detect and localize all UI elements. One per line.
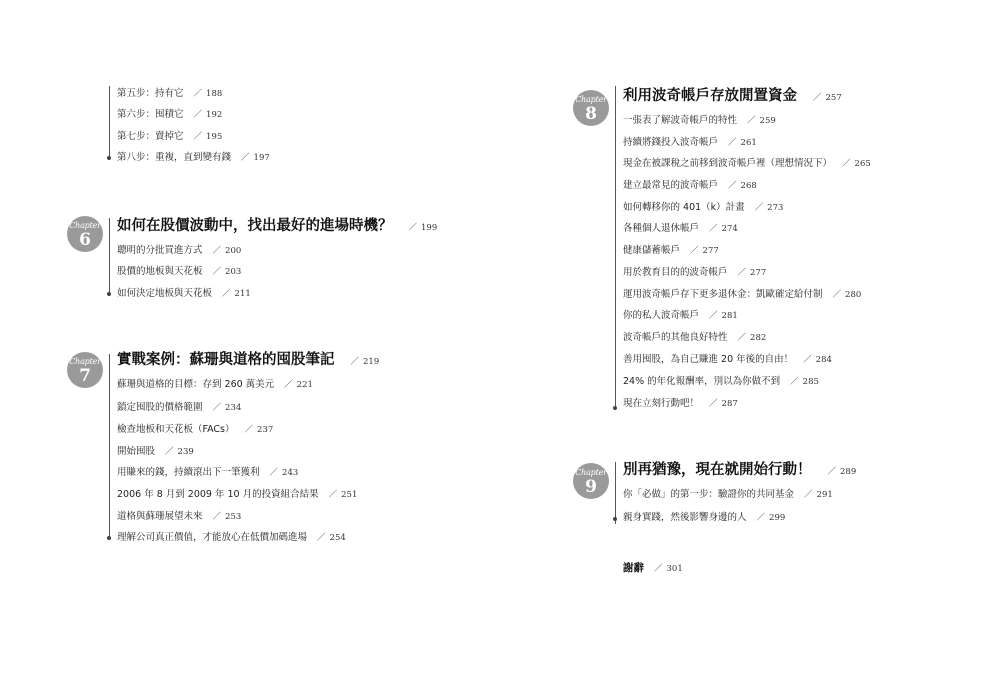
toc-entry[interactable]: 道格與蘇珊展望未來 ／ 253 [117,511,242,522]
toc-entry[interactable]: 各種個人退休帳戶 ／ 274 [623,223,738,234]
section-end-dot [107,156,111,160]
toc-entry[interactable]: 鎖定囤股的價格範圍 ／ 234 [117,402,242,413]
toc-entry[interactable]: 第六步：囤積它 ／ 192 [117,109,223,120]
toc-entry[interactable]: 用賺來的錢，持續滾出下一筆獲利 ／ 243 [117,467,299,478]
toc-entry[interactable]: 現金在被課稅之前移到波奇帳戶裡（理想情況下） ／ 265 [623,158,871,169]
toc-entry[interactable]: 現在立刻行動吧！ ／ 287 [623,398,738,409]
right-page [500,0,1000,676]
chapter-badge: Chapter 8 [573,90,609,126]
toc-entry[interactable]: 健康儲蓄帳戶 ／ 277 [623,245,719,256]
toc-entry[interactable]: 建立最常見的波奇帳戶 ／ 268 [623,180,757,191]
chapter-badge: Chapter 7 [67,352,103,388]
toc-entry[interactable]: 波奇帳戶的其他良好特性 ／ 282 [623,332,767,343]
acknowledgements-entry[interactable]: 謝辭 ／ 301 [623,562,683,574]
section-end-dot [107,536,111,540]
toc-entry[interactable]: 股價的地板與天花板 ／ 203 [117,266,242,277]
toc-entry[interactable]: 你的私人波奇帳戶 ／ 281 [623,310,738,321]
toc-entry[interactable]: 開始囤股 ／ 239 [117,446,194,457]
section-rule [109,354,110,540]
toc-entry[interactable]: 如何決定地板與天花板 ／ 211 [117,288,251,299]
section-rule [109,86,110,160]
section-rule [615,462,616,524]
toc-entry[interactable]: 蘇珊與道格的目標：存到 260 萬美元 ／ 221 [117,379,313,390]
chapter-title[interactable]: 別再猶豫，現在就開始行動！ ／ 289 [623,461,857,478]
section-end-dot [107,292,111,296]
toc-entry[interactable]: 善用囤股，為自己賺進 20 年後的自由！ ／ 284 [623,354,832,365]
chapter-title[interactable]: 如何在股價波動中，找出最好的進場時機？ ／ 199 [117,217,438,234]
toc-entry[interactable]: 一張表了解波奇帳戶的特性 ／ 259 [623,115,776,126]
toc-entry[interactable]: 第八步：重複，直到變有錢 ／ 197 [117,152,270,163]
toc-entry[interactable]: 你「必做」的第一步：驗證你的共同基金 ／ 291 [623,489,833,500]
chapter-badge: Chapter 6 [67,216,103,252]
toc-entry[interactable]: 理解公司真正價值，才能放心在低價加碼進場 ／ 254 [117,532,346,543]
toc-entry[interactable]: 聰明的分批買進方式 ／ 200 [117,245,242,256]
toc-entry[interactable]: 第五步：持有它 ／ 188 [117,88,223,99]
toc-entry[interactable]: 24% 的年化報酬率，別以為你做不到 ／ 285 [623,376,819,387]
toc-entry[interactable]: 如何轉移你的 401（k）計畫 ／ 273 [623,202,784,213]
chapter-title[interactable]: 利用波奇帳戶存放閒置資金 ／ 257 [623,87,842,104]
toc-entry[interactable]: 2006 年 8 月到 2009 年 10 月的投資組合結果 ／ 251 [117,489,358,500]
toc-entry[interactable]: 檢查地板和天花板（FACs） ／ 237 [117,424,274,435]
section-end-dot [613,406,617,410]
toc-entry[interactable]: 運用波奇帳戶存下更多退休金：凱歐確定給付制 ／ 280 [623,289,862,300]
toc-entry[interactable]: 第七步：賣掉它 ／ 195 [117,131,223,142]
toc-entry[interactable]: 親身實踐，然後影響身邊的人 ／ 299 [623,512,786,523]
toc-entry[interactable]: 持續將錢投入波奇帳戶 ／ 261 [623,137,757,148]
section-rule [615,86,616,410]
section-rule [109,218,110,296]
chapter-badge: Chapter 9 [573,463,609,499]
chapter-title[interactable]: 實戰案例：蘇珊與道格的囤股筆記 ／ 219 [117,351,380,368]
toc-entry[interactable]: 用於教育目的的波奇帳戶 ／ 277 [623,267,767,278]
section-end-dot [613,517,617,521]
